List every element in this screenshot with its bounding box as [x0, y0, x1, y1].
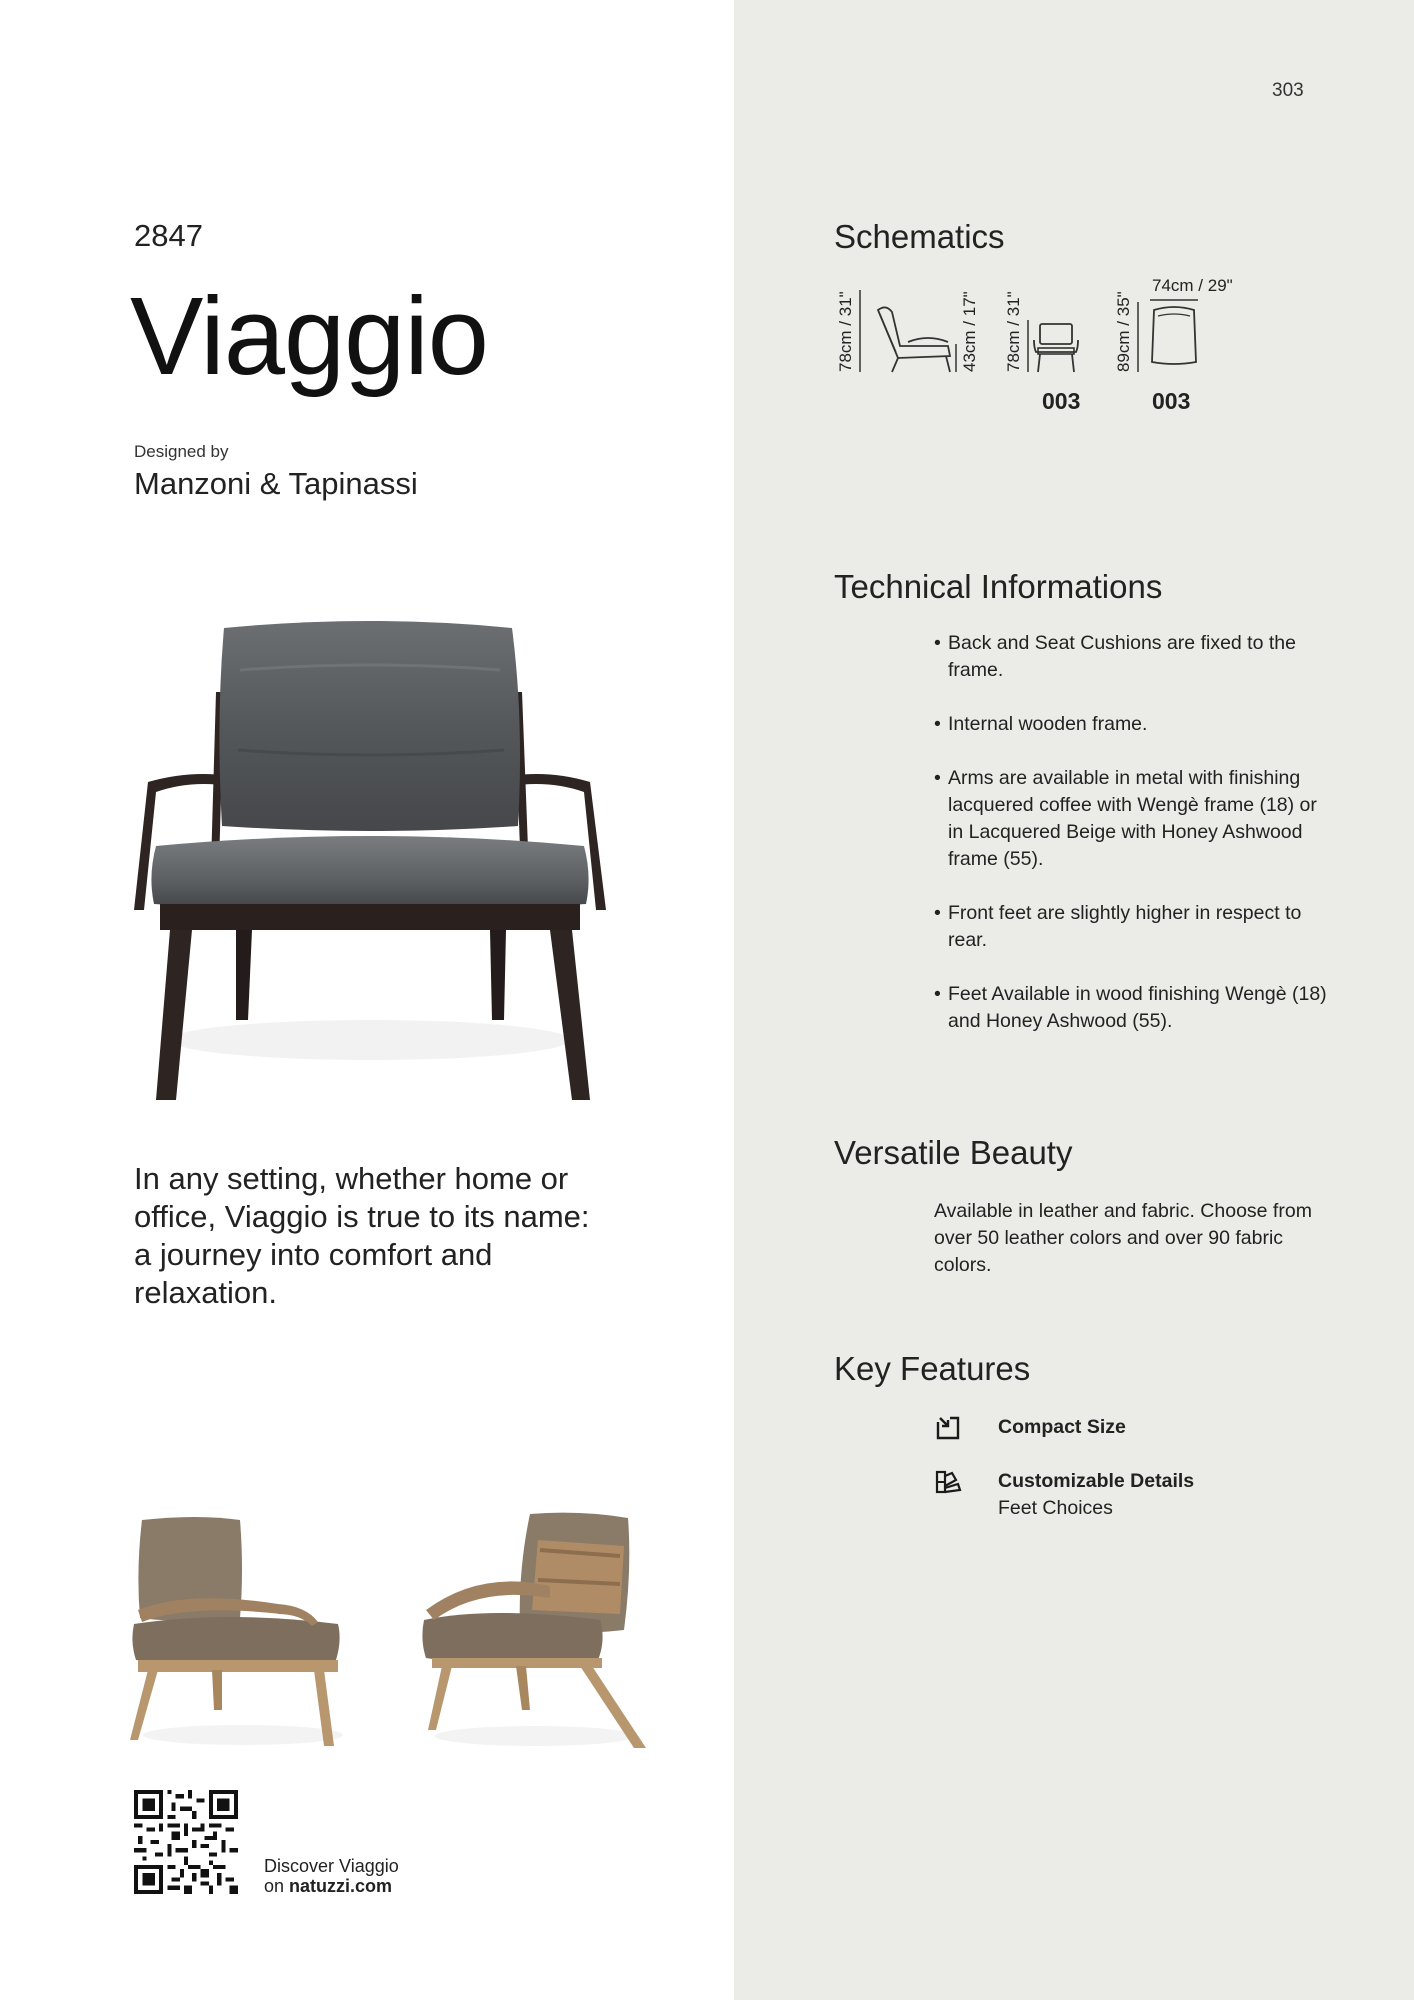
technical-item: • Front feet are slightly higher in respect to rear. [934, 900, 1334, 954]
model-code: 2847 [134, 218, 203, 253]
technical-item: • Arms are available in metal with finishing lacquered coffee with Wengè frame (18) or in Lacquered Beige with Honey Ashwood frame (55). [934, 765, 1334, 873]
technical-list [934, 630, 1334, 1062]
top-view-schematic-icon [1136, 298, 1206, 374]
side-height-label: 78cm / 31" [836, 291, 855, 372]
schematics-title: Schematics [834, 218, 1005, 255]
front-view-schematic-icon [1026, 318, 1082, 374]
versatile-title: Versatile Beauty [834, 1134, 1073, 1171]
customizable-details-icon [934, 1468, 962, 1496]
technical-item: • Feet Available in wood finishing Wengè (18) and Honey Ashwood (55). [934, 981, 1334, 1035]
product-name: Viaggio [130, 275, 488, 398]
side-view-schematic-icon [858, 286, 958, 376]
top-height-label: 89cm / 35" [1114, 291, 1133, 372]
fabric-chair-front-image [128, 1510, 358, 1750]
page-number: 303 [1272, 80, 1304, 101]
front-height-label: 78cm / 31" [1004, 291, 1023, 372]
site-url[interactable]: natuzzi.com [289, 1876, 393, 1896]
on-text: on [264, 1876, 285, 1896]
feature-title: Customizable Details [998, 1470, 1195, 1492]
schematic-code-1: 003 [1042, 388, 1081, 414]
versatile-text: Available in leather and fabric. Choose from over 50 leather colors and over 90 fabric colors. [934, 1200, 1312, 1276]
discover-site-line [264, 1876, 399, 1896]
discover-text: Discover Viaggio [264, 1856, 399, 1876]
features-title: Key Features [834, 1350, 1031, 1387]
schematic-code-2: 003 [1152, 388, 1191, 414]
compact-size-icon [934, 1414, 962, 1442]
discover-link[interactable] [264, 1856, 399, 1896]
designer-name: Manzoni & Tapinassi [134, 466, 418, 501]
main-chair-image [120, 600, 620, 1100]
technical-item: • Internal wooden frame. [934, 711, 1334, 738]
technical-title: Technical Informations [834, 568, 1163, 605]
technical-item: • Back and Seat Cushions are fixed to the frame. [934, 630, 1334, 684]
seat-height-label: 43cm / 17" [960, 291, 979, 372]
designed-by-label: Designed by [134, 442, 229, 461]
top-width-label: 74cm / 29" [1152, 276, 1233, 295]
fabric-chair-back-image [420, 1510, 650, 1750]
feature-subtitle: Feet Choices [998, 1497, 1113, 1519]
feature-title: Compact Size [998, 1416, 1126, 1438]
qr-code[interactable] [134, 1790, 238, 1894]
product-tagline: In any setting, whether home or office, Viaggio is true to its name: a journey into comfort and relaxation. [134, 1161, 590, 1310]
